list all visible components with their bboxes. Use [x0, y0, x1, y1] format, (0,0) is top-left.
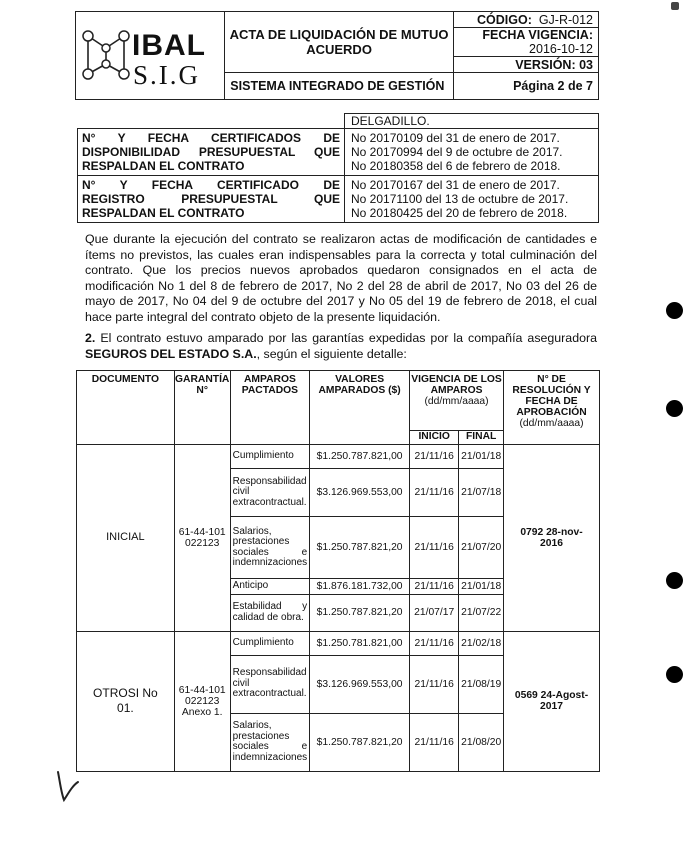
garantia-inicial: 61-44-101022123	[174, 445, 230, 632]
system-name: SISTEMA INTEGRADO DE GESTIÓN	[225, 73, 454, 100]
version: VERSIÓN: 03	[453, 57, 598, 73]
header-final: FINAL	[459, 431, 504, 445]
documento-otrosi: OTROSI No 01.	[77, 631, 175, 771]
logo-subtext: S.I.G	[133, 60, 201, 90]
valor-cell: $1.250.787.821,20	[310, 517, 410, 579]
document-header	[75, 11, 599, 100]
punch-hole-icon	[666, 302, 683, 319]
resolucion-otrosi: 0569 24-Agost-2017	[504, 631, 600, 771]
certificates-table	[77, 113, 599, 223]
final-cell: 21/08/19	[459, 655, 504, 713]
amparo-cell: Estabilidad y calidad de obra.	[230, 594, 309, 631]
punch-hole-icon	[666, 572, 683, 589]
header-vigencia: VIGENCIA DE LOS AMPAROS (dd/mm/aaaa)	[410, 371, 504, 431]
resolucion-inicial: 0792 28-nov-2016	[504, 445, 600, 632]
valor-cell: $3.126.969.553,00	[310, 469, 410, 517]
header-valores: VALORES AMPARADOS ($)	[310, 371, 410, 445]
handwritten-mark-icon	[52, 768, 86, 804]
header-garantia: GARANTÍA N°	[174, 371, 230, 445]
corner-mark-icon	[671, 2, 679, 10]
final-cell: 21/01/18	[459, 445, 504, 469]
inicio-cell: 21/11/16	[410, 655, 459, 713]
guarantees-table	[76, 370, 600, 772]
table-row	[77, 631, 600, 655]
documento-inicial: INICIAL	[77, 445, 175, 632]
punch-hole-icon	[666, 666, 683, 683]
amparo-cell: Cumplimiento	[230, 631, 309, 655]
info-top-value: DELGADILLO.	[345, 114, 599, 129]
valor-cell: $3.126.969.553,00	[310, 655, 410, 713]
valor-cell: $1.250.787.821,20	[310, 594, 410, 631]
inicio-cell: 21/11/16	[410, 579, 459, 595]
inicio-cell: 21/11/16	[410, 713, 459, 771]
final-cell: 21/08/20	[459, 713, 504, 771]
fecha-vigencia: FECHA VIGENCIA: 2016-10-12	[453, 28, 598, 57]
punch-hole-icon	[666, 400, 683, 417]
final-cell: 21/07/20	[459, 517, 504, 579]
header-resolucion: N° DE RESOLUCIÓN Y FECHA DE APROBACIÓN (dd/mm/aaaa)	[504, 371, 600, 445]
cdp-values: No 20170109 del 31 de enero de 2017. No 20170994 del 9 de octubre de 2017. No 20180358 del 6 de febrero de 2018.	[345, 129, 599, 176]
paragraph-modifications: Que durante la ejecución del contrato se realizaron actas de modificación de cantidades e ítems no previstos, las cuales eran indispensables para la correcta y total culminación del contrato. Que los precios nuevos aprobados quedaron consignados en el acta de modificación No 1 del 8 de febrero de 2017, No 2 del 28 de abril de 2017, No 03 del 26 de mayo de 2017, No 04 del 9 de octubre del 2017 y No 05 del 19 de febrero de 2018, el cual hace parte integral del contrato objeto de la presente liquidación.	[85, 232, 597, 324]
final-cell: 21/07/22	[459, 594, 504, 631]
logo-cell	[76, 12, 225, 100]
final-cell: 21/07/18	[459, 469, 504, 517]
paragraph-guarantees: 2. El contrato estuvo amparado por las garantías expedidas por la compañía aseguradora SEGUROS DEL ESTADO S.A., según el siguiente detalle:	[85, 331, 597, 361]
amparo-cell: Responsabilidad civil extracontractual.	[230, 469, 309, 517]
inicio-cell: 21/11/16	[410, 469, 459, 517]
valor-cell: $1.250.787.821,00	[310, 445, 410, 469]
amparo-cell: Cumplimiento	[230, 445, 309, 469]
crp-values: No 20170167 del 31 de enero de 2017. No 20171100 del 13 de octubre de 2017. No 20180425 del 20 de febrero de 2018.	[345, 176, 599, 223]
valor-cell: $1.250.781.821,00	[310, 631, 410, 655]
logo-text: IBAL	[132, 29, 206, 62]
table-row	[77, 445, 600, 469]
inicio-cell: 21/07/17	[410, 594, 459, 631]
header-documento: DOCUMENTO	[77, 371, 175, 445]
molecule-logo-icon	[80, 26, 132, 84]
garantia-otrosi: 61-44-101022123 Anexo 1.	[174, 631, 230, 771]
codigo: CÓDIGO: GJ-R-012	[453, 12, 598, 28]
inicio-cell: 21/11/16	[410, 631, 459, 655]
crp-label: N° Y FECHA CERTIFICADO DE REGISTRO PRESUPUESTAL QUE RESPALDAN EL CONTRATO	[78, 176, 345, 223]
final-cell: 21/01/18	[459, 579, 504, 595]
amparo-cell: Salarios, prestaciones sociales e indemnizaciones	[230, 713, 309, 771]
amparo-cell: Salarios, prestaciones sociales e indemnizaciones	[230, 517, 309, 579]
amparo-cell: Responsabilidad civil extracontractual.	[230, 655, 309, 713]
document-title: ACTA DE LIQUIDACIÓN DE MUTUO ACUERDO	[225, 12, 454, 73]
cdp-label: N° Y FECHA CERTIFICADOS DE DISPONIBILIDAD PRESUPUESTAL QUE RESPALDAN EL CONTRATO	[78, 129, 345, 176]
valor-cell: $1.876.181.732,00	[310, 579, 410, 595]
inicio-cell: 21/11/16	[410, 445, 459, 469]
valor-cell: $1.250.787.821,20	[310, 713, 410, 771]
inicio-cell: 21/11/16	[410, 517, 459, 579]
header-amparos: AMPAROS PACTADOS	[230, 371, 309, 445]
amparo-cell: Anticipo	[230, 579, 309, 595]
page-number: Página 2 de 7	[453, 73, 598, 100]
header-inicio: INICIO	[410, 431, 459, 445]
final-cell: 21/02/18	[459, 631, 504, 655]
